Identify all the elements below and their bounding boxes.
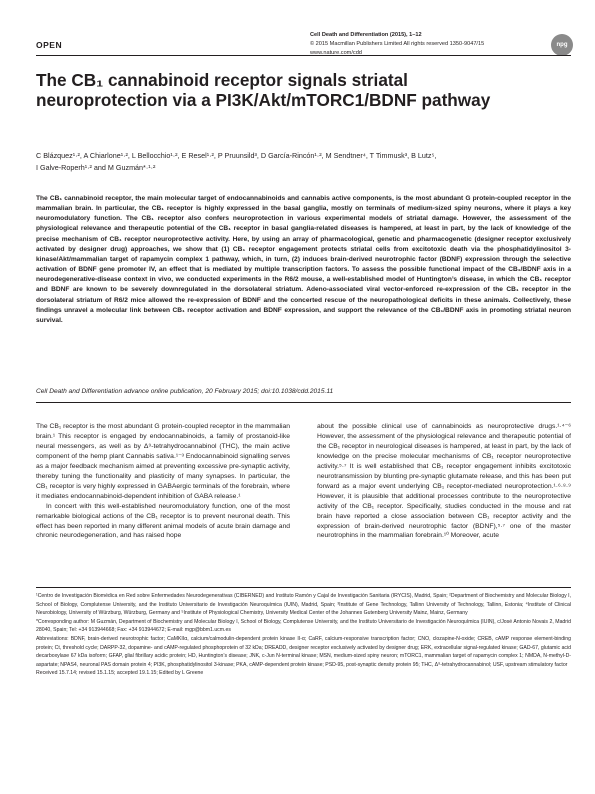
body-column-right [317,422,571,541]
authors-line-2: I Galve-Roperh¹·² and M Guzmán*·¹·² [36,163,156,172]
body-column-left [36,422,290,541]
body-paragraph: about the possible clinical use of cannabinoids as neuroprotective drugs.¹·⁴⁻⁶ However, the assessment of the physiological relevance and therapeutic potential of the CB₁ receptor in neurological diseases is hampered, at least in part, by the lack of knowledge on the precise molecular mechanisms of CB₁ receptor neuroprotective activity.⁵·⁷ It is well established that CB₁ receptor engagement inhibits excitotoxic neurotransmission by blunting pre-synaptic glutamate release, and this has been put forward as a major event underlying CB₁ receptor-mediated neuroprotection.¹·⁶·⁸·⁹ However, it is plausible that additional processes contribute to the neuroprotective activity of the CB₁ receptor. Specifically, studies conducted in the mouse and rat brain have reported a close association between CB₁ receptor activity and the expression of brain-derived neurotrophic factor (BDNF),⁵·⁷ one of the master neurotrophins in the mammalian forebrain.¹⁰ Moreover, acute [317,423,571,540]
body-paragraph: The CB₁ receptor is the most abundant G protein-coupled receptor in the mammalian brain.¹ This receptor is engaged by endocannabinoids, a family of prostanoid-like neural messengers, as well as by Δ⁹-tetrahydrocannabinol (THC), the main active component of the hemp plant Cannabis sativa.¹⁻³ Endocannabinoid signalling serves as a major feedback mechanism aimed at preventing excessive pre-synaptic activity, thereby tuning the functionality and plasticity of many synapses. In particular, the CB₁ receptor is very highly expressed in GABAergic terminals of the forebrain, where it mediates endocannabinoid-dependent inhibition of GABA release.¹ [36,423,290,500]
citation-line: Cell Death and Differentiation advance online publication, 20 February 2015; doi:10.1038/cdd.2015.11 [36,388,334,395]
body-paragraph: In concert with this well-established neuromodulatory function, one of the most remarkable biological actions of the CB₁ receptor is to prevent neuronal death. This effect has been reported in many different animal models of acute brain damage and chronic neurodegeneration, and has raised hope [36,502,290,540]
abstract-rule [36,402,571,403]
header-rule [36,55,571,56]
journal-info [310,31,545,58]
copyright-line: © 2015 Macmillan Publishers Limited All rights reserved 1350-9047/15 [310,41,485,47]
abbreviations: Abbreviations: BDNF, brain-derived neurotrophic factor; CaMKIIα, calcium/calmodulin-dependent protein kinase II-α; CaRF, calcium-responsive transcription factor; CNO, clozapine-N-oxide; CREB, cAMP response element-binding protein; Ct, threshold cycle; DARPP-32, dopamine- and cAMP-regulated phosphoprotein of 32 kDa; DREADD, designer receptor exclusively activated by designer drug; ERK, extracellular signal-regulated kinase; GAD-67, glutamic acid decarboxylase 67 kDa isoform; GFAP, glial fibrillary acidic protein; HD, Huntington’s disease; JNK, c-Jun N-terminal kinase; MSN, medium-sized spiny neuron; mTORC1, mammalian target of rapamycin complex 1; NMDA, N-methyl-D-aspartate; NPAS4, neuronal PAS domain protein 4; PI3K, phosphatidylinositol 3-kinase; PKA, cAMP-dependent protein kinase; PSD-95, post-synaptic density protein 95; THC, Δ⁹-tetrahydrocannabinol; USF, upstream stimulatory factor [36,635,571,668]
received-dates: Received 15.7.14; revised 15.1.15; accepted 19.1.15; Edited by L Greene [36,670,204,677]
abstract: The CB₁ cannabinoid receptor, the main molecular target of endocannabinoids and cannabis active components, is the most abundant G protein-coupled receptor in the mammalian brain. In particular, the CB₁ receptor is highly expressed in the basal ganglia, mostly on terminals of medium-sized spiny neurons, where it plays a key neuromodulatory function. The CB₁ receptor also confers neuroprotection in various experimental models of striatal damage. However, the assessment of the physiological relevance and therapeutic potential of the CB₁ receptor in basal ganglia-related diseases is hampered, at least in part, by the lack of knowledge of the precise mechanism of CB₁ receptor neuroprotective activity. Here, by using an array of pharmacological, genetic and pharmacogenetic (designer receptor exclusively activated by designer drug) approaches, we show that (1) CB₁ receptor engagement protects striatal cells from excitotoxic death via the phosphatidylinositol 3-kinase/Akt/mammalian target of rapamycin complex 1 pathway, which, in turn, (2) induces brain-derived neurotrophic factor (BDNF) expression through the selective activation of BDNF gene promoter IV, an effect that is mediated by multiple transcription factors. To assess the possible functional impact of the CB₁/BDNF axis in a neurodegenerative-disease context in vivo, we conducted experiments in the R6/2 mouse, a well-established model of Huntington’s disease, in which the CB₁ receptor and BDNF are known to be severely downregulated in the dorsolateral striatum. Adeno-associated viral vector-enforced re-expression of the CB₁ receptor in the dorsolateral striatum of R6/2 mice allowed the re-expression of BDNF and the concerted rescue of the neuropathological deficits in these animals. Collectively, these findings unravel a molecular link between CB₁ receptor activation and BDNF expression, and support the relevance of the CB₁/BDNF axis in promoting striatal neuron survival. [36,195,571,324]
authors-line-1: C Blázquez¹·², A Chiarlone¹·², L Bellocchio¹·², E Resel¹·², P Pruunsild³, D García-Rincón¹·², M Sendtner⁴, T Timmusk³, B Lutz⁵, [36,151,437,160]
footnotes [36,592,571,678]
open-access-label: OPEN [36,40,63,50]
journal-url[interactable]: www.nature.com/cdd [310,50,362,56]
footnote-rule [36,587,571,588]
npg-logo: npg [551,34,573,56]
article-title: The CB₁ cannabinoid receptor signals striatal neuroprotection via a PI3K/Akt/mTORC1/BDNF pathway [36,70,491,110]
correspondence: *Corresponding author: M Guzmán, Department of Biochemistry and Molecular Biology I, School of Biology, Complutense University, and the Instituto Universitario de Investigación Neuroquímica (IUIN), c/José Antonio Novais 2, Madrid 28040, Spain; Tel: +34 913944668; Fax: +34 913944672; E-mail: mgp@bbm1.ucm.es [36,618,571,634]
author-list [36,150,571,174]
journal-citation: Cell Death and Differentiation (2015), 1–12 [310,32,422,38]
affiliations: ¹Centro de Investigación Biomédica en Red sobre Enfermedades Neurodegenerativas (CIBERNED) and Instituto Ramón y Cajal de Investigación Sanitaria (IRYCIS), Madrid, Spain; ²Department of Biochemistry and Molecular Biology I, School of Biology, Complutense University, and the Instituto Universitario de Investigación Neuroquímica (IUIN), Madrid, Spain; ³Institute of Gene Technology, Tallinn University of Technology, Tallinn, Estonia; ⁴Institute of Clinical Neurobiology, University of Würzburg, Würzburg, Germany and ⁵Institute of Physiological Chemistry, University Medical Center of the Johannes Gutenberg University Mainz, Mainz, Germany [36,593,571,617]
